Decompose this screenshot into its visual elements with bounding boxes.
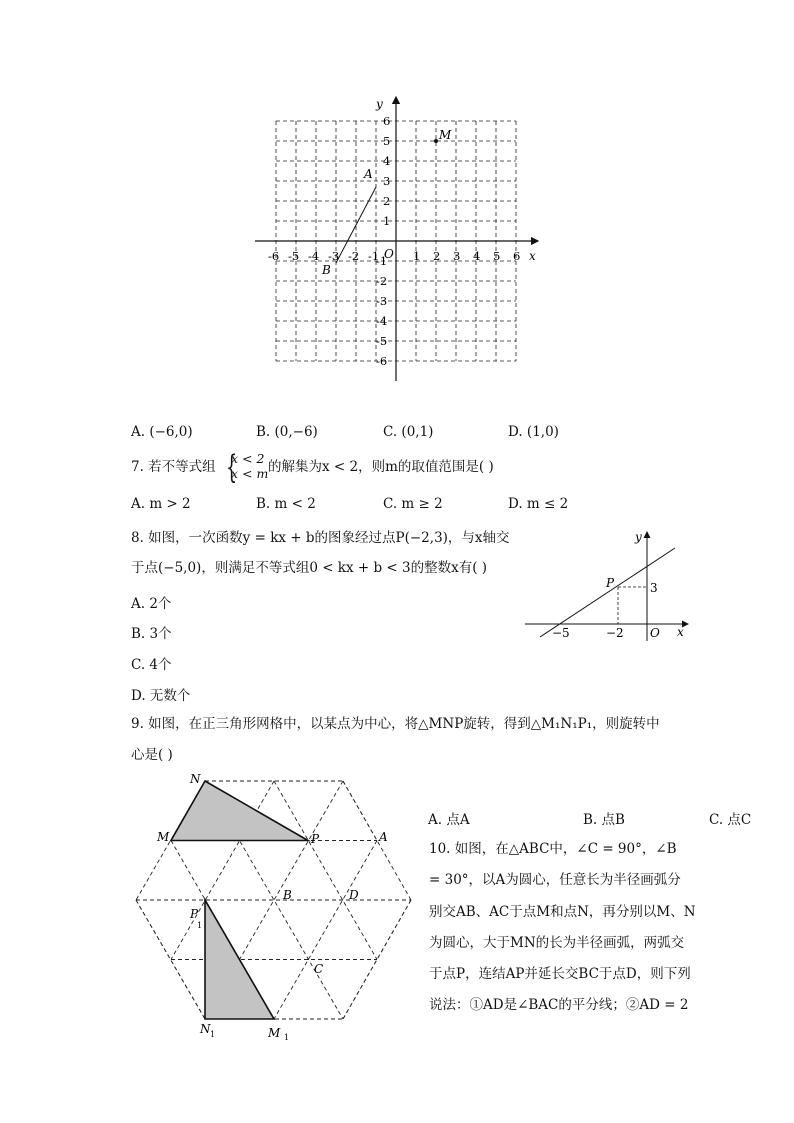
q8-option-a: A. 2个 bbox=[131, 596, 172, 612]
x-tick-label: 1 bbox=[413, 249, 421, 263]
q7-inequality-2: x < m bbox=[231, 466, 269, 481]
q7-option-a: A. m > 2 bbox=[131, 496, 191, 512]
y-tick-label: -4 bbox=[376, 314, 388, 328]
point-b-label: B bbox=[322, 263, 331, 277]
lattice-line bbox=[274, 781, 377, 960]
label-a: A bbox=[379, 830, 388, 844]
y-tick-label: -2 bbox=[376, 274, 388, 288]
q10-line-5: 于点P，连结AP并延长交BC于点D，则下列 bbox=[429, 966, 691, 982]
x-axis-label: x bbox=[529, 249, 536, 263]
x-tick-label: 6 bbox=[513, 249, 521, 263]
q8-label-origin: O bbox=[650, 626, 660, 640]
lattice-line bbox=[343, 781, 377, 841]
x-tick-label: -2 bbox=[348, 249, 360, 263]
q9-option-a: A. 点A bbox=[428, 812, 470, 828]
q8-option-d: D. 无数个 bbox=[131, 688, 191, 704]
q8-label-neg5: −5 bbox=[552, 626, 570, 640]
x-tick-label: -5 bbox=[288, 249, 300, 263]
q9-option-b: B. 点B bbox=[583, 812, 625, 828]
label-d: D bbox=[349, 888, 359, 902]
triangle-grid-figure bbox=[128, 770, 418, 1042]
label-c: C bbox=[314, 962, 324, 976]
y-tick-label: -1 bbox=[376, 254, 388, 268]
point-a-label: A bbox=[364, 167, 373, 181]
label-m: M bbox=[157, 830, 170, 844]
q10-line-4: 为圆心，大于MN的长为半径画弧，两弧交 bbox=[429, 935, 685, 951]
q8-line-1: 8. 如图，一次函数y = kx + b的图象经过点P(−2,3)，与x轴交 bbox=[131, 530, 510, 546]
y-tick-label: 1 bbox=[383, 214, 391, 228]
label-m1-sub: 1 bbox=[284, 1033, 290, 1042]
x-tick-label: -3 bbox=[328, 249, 340, 263]
label-p1-sub: 1 bbox=[197, 921, 203, 930]
q8-label-y: y bbox=[635, 530, 642, 544]
label-b: B bbox=[283, 888, 292, 902]
q7-prefix: 7. 若不等式组 bbox=[131, 459, 216, 475]
y-tick-label: 3 bbox=[383, 174, 391, 188]
q8-line-2: 于点(−5,0)，则满足不等式组0 < kx + b < 3的整数x有( ) bbox=[131, 560, 488, 576]
q10-line-6: 说法：①AD是∠BAC的平分线；②AD = 2 bbox=[429, 997, 689, 1013]
x-tick-label: 5 bbox=[493, 249, 501, 263]
triangle-mnp bbox=[171, 781, 308, 841]
x-tick-label: -6 bbox=[268, 249, 280, 263]
q9-line-1: 9. 如图，在正三角形网格中，以某点为中心，将△MNP旋转，得到△M₁N₁P₁，则旋转中 bbox=[131, 716, 660, 732]
q8-label-x: x bbox=[677, 625, 684, 639]
label-n1-sub: 1 bbox=[210, 1030, 216, 1039]
origin-label: O bbox=[384, 247, 394, 261]
q6-option-c: C. (0,1) bbox=[383, 424, 434, 440]
point-m-label: M bbox=[439, 128, 452, 142]
q10-line-2: = 30°，以A为圆心，任意长为半径画弧分 bbox=[429, 872, 681, 888]
point-m bbox=[434, 139, 438, 143]
y-tick-label: -5 bbox=[376, 334, 388, 348]
q7-inequality-1: x < 2 bbox=[231, 451, 265, 466]
y-tick-label: -3 bbox=[376, 294, 388, 308]
x-tick-label: 4 bbox=[473, 249, 481, 263]
x-tick-label: 3 bbox=[453, 249, 461, 263]
x-tick-label: -4 bbox=[308, 249, 320, 263]
x-tick-label: -1 bbox=[368, 249, 380, 263]
q8-option-b: B. 3个 bbox=[131, 626, 172, 642]
label-m1: M bbox=[268, 1026, 281, 1040]
label-n1: N bbox=[200, 1022, 211, 1036]
q10-line-3: 别交AB、AC于点M和点N，再分别以M、N bbox=[429, 904, 696, 920]
q6-option-b: B. (0,−6) bbox=[256, 424, 318, 440]
q7-option-d: D. m ≤ 2 bbox=[508, 496, 569, 512]
label-p: P bbox=[311, 832, 320, 846]
q6-option-a: A. (−6,0) bbox=[131, 424, 193, 440]
q8-linear-function-figure bbox=[520, 525, 695, 645]
q6-option-d: D. (1,0) bbox=[508, 424, 559, 440]
q7-suffix: 的解集为x < 2，则m的取值范围是( ) bbox=[268, 459, 494, 475]
q7-option-c: C. m ≥ 2 bbox=[383, 496, 443, 512]
q10-line-1: 10. 如图，在△ABC中，∠C = 90°，∠B bbox=[429, 841, 677, 857]
y-tick-label: 6 bbox=[383, 114, 391, 128]
q9-option-c: C. 点C bbox=[709, 812, 752, 828]
y-tick-label: 4 bbox=[383, 154, 391, 168]
q8-label-neg2: −2 bbox=[606, 626, 624, 640]
label-p1: P bbox=[190, 907, 199, 921]
y-axis-label: y bbox=[376, 97, 383, 111]
q8-label-3: 3 bbox=[650, 581, 658, 595]
q7-brace: { bbox=[226, 448, 238, 486]
label-n: N bbox=[190, 772, 201, 786]
x-tick-label: 2 bbox=[433, 249, 441, 263]
lattice-line bbox=[274, 841, 377, 1020]
q7-option-b: B. m < 2 bbox=[256, 496, 316, 512]
q9-line-2: 心是( ) bbox=[131, 747, 173, 763]
coordinate-grid-figure bbox=[250, 92, 550, 387]
y-tick-label: 5 bbox=[383, 134, 391, 148]
q8-label-p: P bbox=[606, 576, 615, 590]
y-tick-label: -6 bbox=[376, 354, 388, 368]
q8-option-c: C. 4个 bbox=[131, 657, 172, 673]
y-tick-label: 2 bbox=[383, 194, 391, 208]
